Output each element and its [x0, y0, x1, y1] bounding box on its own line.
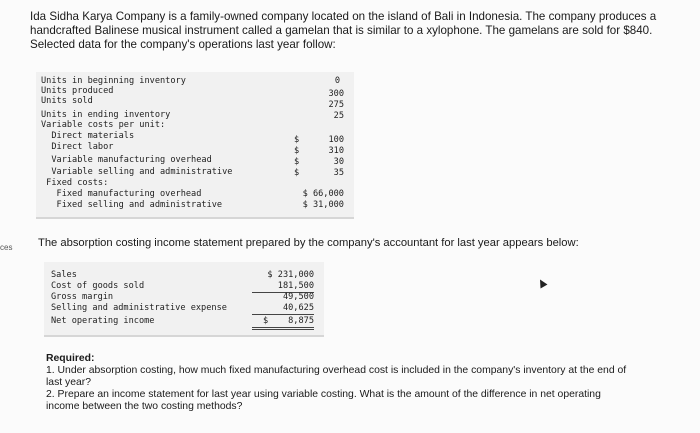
table-row-value: $ 66,000	[302, 189, 344, 199]
table-row-label: Units in ending inventory	[41, 110, 171, 120]
table-row-value: 0	[334, 76, 340, 86]
question-2-line-2: income between the two costing methods?	[46, 401, 243, 412]
table-row-value: 8,875	[252, 316, 314, 330]
table-row-label: Direct materials	[41, 131, 135, 141]
table-row-label: Selling and administrative expense	[51, 303, 227, 313]
mouse-cursor-icon	[537, 278, 548, 289]
operations-data-table	[36, 72, 354, 219]
intro-line-3: Selected data for the company's operations last year follow:	[30, 38, 336, 51]
table-row-value: 30	[333, 157, 344, 167]
table-row-label: Cost of goods sold	[51, 281, 145, 291]
required-section	[46, 353, 676, 413]
table-row-label: Gross margin	[51, 292, 114, 302]
table-row-value: 100	[328, 135, 344, 145]
table-row-value: 310	[328, 146, 344, 156]
required-heading: Required:	[46, 353, 95, 364]
question-1-line-2: last year?	[46, 377, 92, 388]
table-row-label: Fixed manufacturing overhead	[41, 189, 202, 199]
table-row-label: Fixed costs:	[41, 178, 109, 188]
table-row-label: Variable manufacturing overhead	[41, 155, 212, 165]
table-row-value: 40,625	[252, 303, 314, 315]
table-row-label: Variable selling and administrative	[41, 167, 233, 177]
table-row-label: Direct labor	[41, 142, 114, 152]
table-row-label: Net operating income	[51, 316, 155, 326]
dollar-sign: $	[294, 168, 300, 178]
table-row-value: 49,500	[282, 292, 314, 302]
table-row-value: 300	[328, 89, 344, 99]
cropped-side-label: ces	[0, 243, 13, 252]
table-row-label: Sales	[51, 270, 77, 280]
table-row-value: $ 231,000	[267, 270, 314, 280]
dollar-sign: $	[294, 157, 300, 167]
table-row-value: 25	[333, 111, 344, 121]
intro-line-2: handcrafted Balinese musical instrument called a gamelan that is similar to a xylophone. The gamelans are sold for $840.	[30, 24, 653, 37]
income-statement-table	[44, 262, 324, 337]
question-2-line-1: 2. Prepare an income statement for last year using variable costing. What is the amount of the difference in net operating	[46, 389, 601, 400]
table-row-value: 275	[328, 100, 344, 110]
table-row-value: 35	[333, 168, 344, 178]
problem-intro	[30, 10, 680, 52]
dollar-sign: $	[294, 146, 300, 156]
table-row-label: Variable costs per unit:	[41, 120, 166, 130]
dollar-sign: $	[294, 135, 300, 145]
table-row-label: Units produced	[41, 86, 114, 96]
table-row-value: 181,500	[252, 281, 314, 293]
table-row-label: Units sold	[41, 96, 93, 106]
dollar-sign: $	[263, 316, 269, 326]
intro-line-1: Ida Sidha Karya Company is a family-owned company located on the island of Bali in Indonesia. The company produces a	[30, 10, 657, 23]
table-row-label: Units in beginning inventory	[41, 76, 186, 86]
table-row-label: Fixed selling and administrative	[41, 200, 223, 210]
table-row-value: $ 31,000	[302, 200, 344, 210]
question-1-line-1: 1. Under absorption costing, how much fixed manufacturing overhead cost is included in the company's inventory at the end of	[46, 365, 627, 376]
income-statement-caption: The absorption costing income statement prepared by the company's accountant for last year appears below:	[38, 237, 579, 249]
